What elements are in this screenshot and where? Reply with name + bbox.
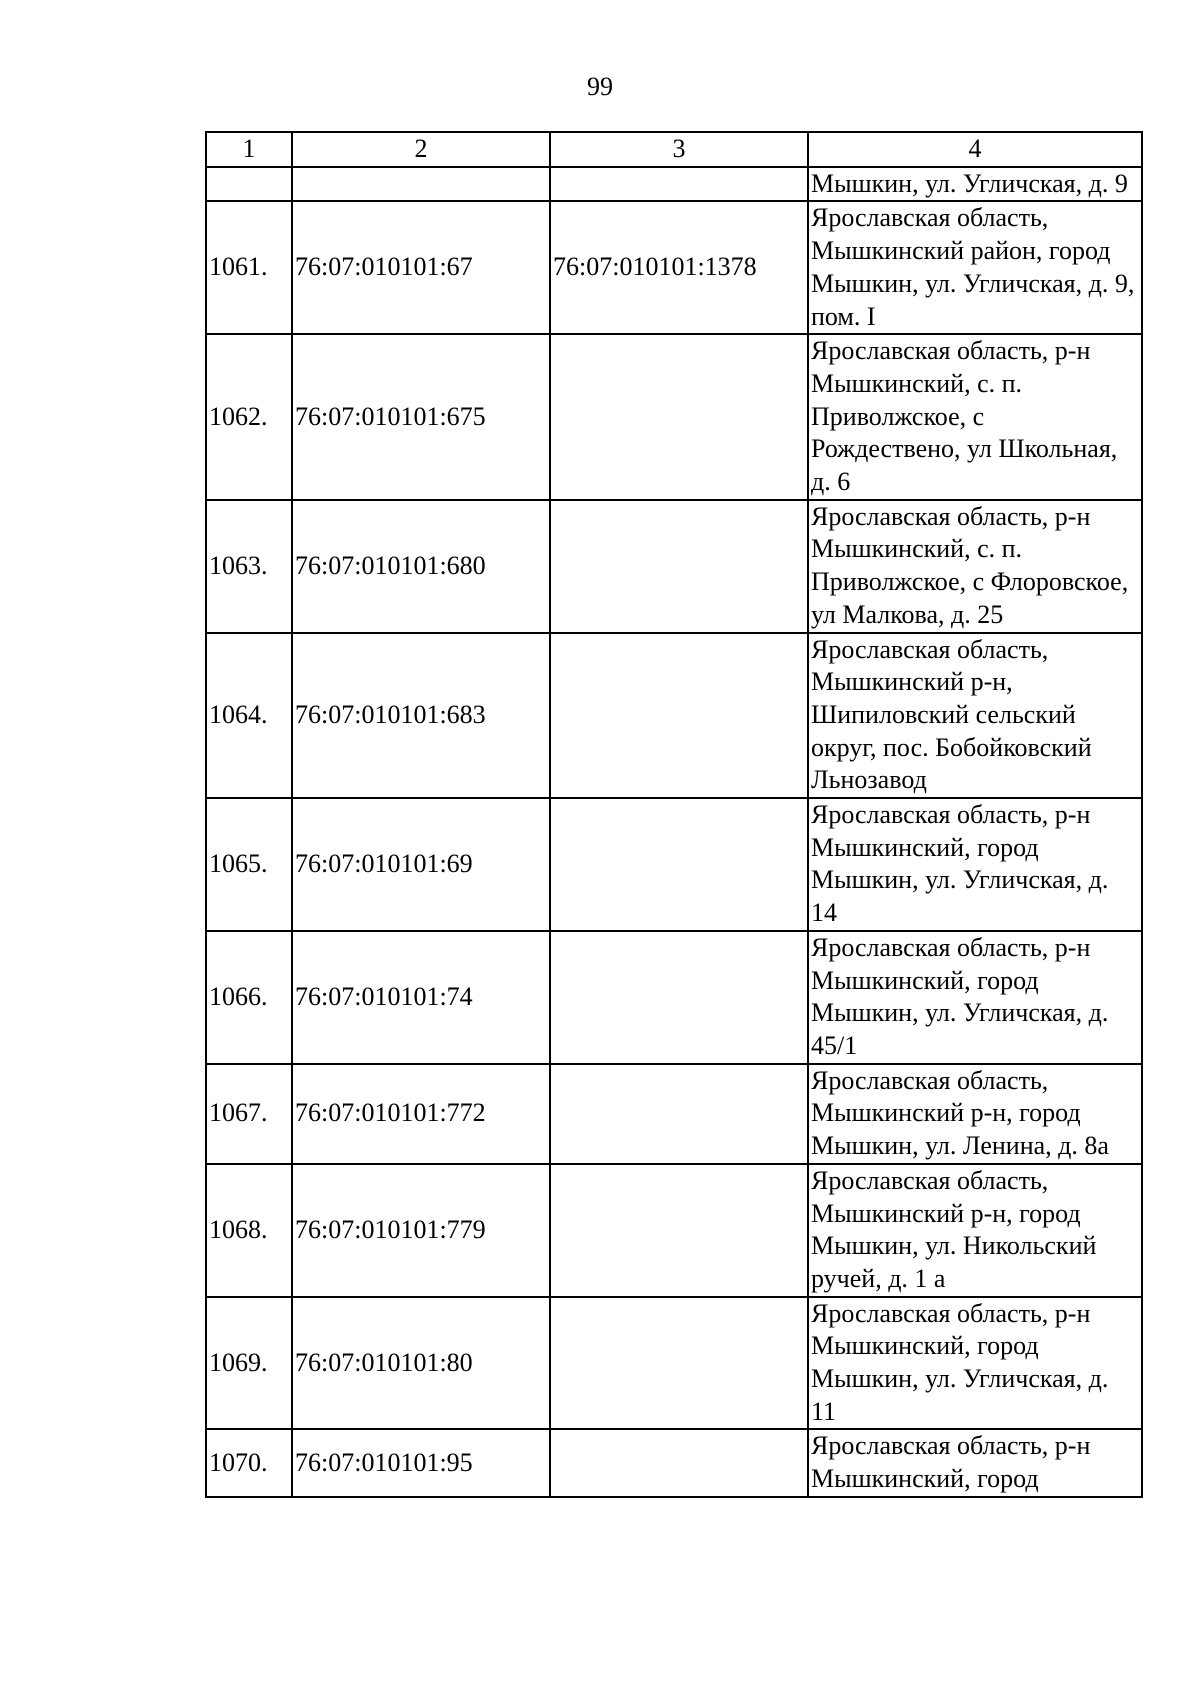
cadastral-number: 76:07:010101:683 [292, 633, 550, 799]
address: Ярославская область, Мышкинский р-н, Шипиловский сельский округ, пос. Бобойковский Льнозавод [808, 633, 1142, 799]
row-number: 1063. [206, 500, 292, 633]
row-number: 1070. [206, 1429, 292, 1496]
table-row [206, 633, 1142, 799]
row-number [206, 167, 292, 202]
cadastral-number: 76:07:010101:680 [292, 500, 550, 633]
address: Ярославская область, р-н Мышкинский, город Мышкин, ул. Угличская, д. 11 [808, 1297, 1142, 1430]
column-header-1: 1 [206, 132, 292, 167]
cadastral-number: 76:07:010101:67 [292, 201, 550, 334]
related-cadastral-number: 76:07:010101:1378 [550, 201, 808, 334]
address: Ярославская область, р-н Мышкинский, город Мышкин, ул. Угличская, д. 14 [808, 798, 1142, 931]
table-row [206, 931, 1142, 1064]
cadastral-number: 76:07:010101:772 [292, 1064, 550, 1164]
address: Ярославская область, р-н Мышкинский, с. п. Приволжское, с Флоровское, ул Малкова, д. 25 [808, 500, 1142, 633]
related-cadastral-number [550, 167, 808, 202]
related-cadastral-number [550, 334, 808, 500]
row-number: 1065. [206, 798, 292, 931]
related-cadastral-number [550, 633, 808, 799]
related-cadastral-number [550, 931, 808, 1064]
row-number: 1064. [206, 633, 292, 799]
cadastral-number: 76:07:010101:69 [292, 798, 550, 931]
cadastral-number [292, 167, 550, 202]
table-row [206, 1429, 1142, 1496]
address: Мышкин, ул. Угличская, д. 9 [808, 167, 1142, 202]
table-row [206, 798, 1142, 931]
related-cadastral-number [550, 1297, 808, 1430]
related-cadastral-number [550, 1429, 808, 1496]
related-cadastral-number [550, 500, 808, 633]
table-row [206, 1064, 1142, 1164]
table-row [206, 500, 1142, 633]
header-row [206, 132, 1142, 167]
cadastral-number: 76:07:010101:675 [292, 334, 550, 500]
row-number: 1061. [206, 201, 292, 334]
address: Ярославская область, Мышкинский р-н, город Мышкин, ул. Никольский ручей, д. 1 а [808, 1164, 1142, 1297]
row-number: 1067. [206, 1064, 292, 1164]
row-number: 1066. [206, 931, 292, 1064]
column-header-2: 2 [292, 132, 550, 167]
row-number: 1069. [206, 1297, 292, 1430]
address: Ярославская область, р-н Мышкинский, город Мышкин, ул. Угличская, д. 45/1 [808, 931, 1142, 1064]
row-number: 1068. [206, 1164, 292, 1297]
address: Ярославская область, р-н Мышкинский, город [808, 1429, 1142, 1496]
column-header-3: 3 [550, 132, 808, 167]
cadastral-number: 76:07:010101:80 [292, 1297, 550, 1430]
column-header-4: 4 [808, 132, 1142, 167]
cadastral-number: 76:07:010101:74 [292, 931, 550, 1064]
table-row [206, 1164, 1142, 1297]
cadastral-number: 76:07:010101:95 [292, 1429, 550, 1496]
address: Ярославская область, Мышкинский р-н, город Мышкин, ул. Ленина, д. 8а [808, 1064, 1142, 1164]
table-row [206, 1297, 1142, 1430]
row-number: 1062. [206, 334, 292, 500]
address: Ярославская область, р-н Мышкинский, с. п. Приволжское, с Рождествено, ул Школьная, д. 6 [808, 334, 1142, 500]
address: Ярославская область, Мышкинский район, город Мышкин, ул. Угличская, д. 9, пом. I [808, 201, 1142, 334]
table-row [206, 201, 1142, 334]
cadastral-number: 76:07:010101:779 [292, 1164, 550, 1297]
table-row [206, 334, 1142, 500]
related-cadastral-number [550, 1164, 808, 1297]
related-cadastral-number [550, 1064, 808, 1164]
register-table [205, 131, 1143, 1498]
page-number: 99 [587, 72, 613, 101]
table-row [206, 167, 1142, 202]
related-cadastral-number [550, 798, 808, 931]
